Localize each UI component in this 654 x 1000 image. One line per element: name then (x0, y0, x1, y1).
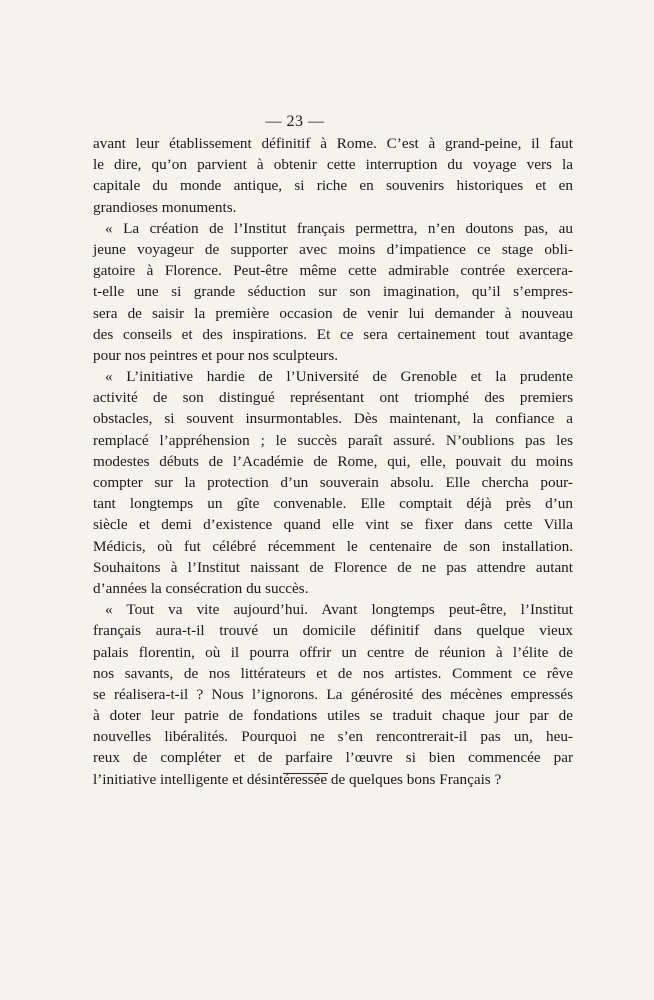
text-line: reux de compléter et de parfaire l’œuvre si bien commencée par (93, 749, 573, 767)
text-line: remplacé l’appréhension ; le succès paraît assuré. N’oublions pas les (93, 431, 573, 449)
text-line: l’initiative intelligente et désintéressée de quelques bons Français ? (93, 770, 502, 788)
text-line: tant longtemps un gîte convenable. Elle comptait déjà près d’un (93, 495, 573, 513)
text-line: avant leur établissement définitif à Rome. C’est à grand-peine, il faut (93, 135, 573, 152)
text-line: palais florentin, où il pourra offrir un centre de réunion à l’élite de (93, 643, 573, 661)
paragraph (93, 366, 573, 599)
text-line: « Tout va vite aujourd’hui. Avant longtemps peut-être, l’Institut (105, 601, 573, 619)
paragraph (93, 218, 573, 366)
text-line: nouvelles libéralités. Pourquoi ne s’en rencontrerait-il pas un, heu- (93, 728, 573, 746)
text-line: le dire, qu’on parvient à obtenir cette interruption du voyage vers la (93, 156, 573, 174)
text-line: des conseils et des inspirations. Et ce sera certainement tout avantage (93, 325, 573, 343)
text-line: nos savants, de nos littérateurs et de nos artistes. Comment ce rêve (93, 664, 573, 682)
text-line: gatoire à Florence. Peut-être même cette admirable contrée exercera- (93, 262, 573, 280)
text-line: t-elle une si grande séduction sur son imagination, qu’il s’empres- (93, 283, 573, 301)
text-line: obstacles, si souvent insurmontables. Dès maintenant, la confiance a (93, 410, 573, 428)
paragraph (93, 133, 573, 218)
page-number: — 23 — (265, 113, 325, 130)
text-line: jeune voyageur de supporter avec moins d’impatience ce stage obli- (93, 240, 573, 258)
text-line: pour nos peintres et pour nos sculpteurs. (93, 346, 339, 364)
text-line: d’années la consécration du succès. (93, 579, 309, 597)
text-line: sera de saisir la première occasion de venir lui demander à nouveau (93, 304, 573, 322)
paragraph (93, 599, 573, 790)
text-line: « L’initiative hardie de l’Université de Grenoble et la prudente (105, 368, 573, 386)
text-line: compter sur la protection d’un souverain absolu. Elle chercha pour- (93, 474, 573, 491)
text-line: siècle et demi d’existence quand elle vint se fixer dans cette Villa (93, 516, 573, 534)
end-rule (283, 773, 328, 774)
body-text (93, 133, 573, 790)
text-line: français aura-t-il trouvé un domicile définitif dans quelque vieux (93, 622, 573, 640)
text-line: Médicis, où fut célébré récemment le centenaire de son installation. (93, 537, 573, 555)
text-line: capitale du monde antique, si riche en souvenirs historiques et en (93, 177, 573, 195)
text-line: Souhaitons à l’Institut naissant de Florence de ne pas attendre autant (93, 558, 573, 576)
text-line: modestes débuts de l’Académie de Rome, qui, elle, pouvait du moins (93, 452, 573, 470)
text-line: à doter leur patrie de fondations utiles se traduit chaque jour par de (93, 707, 573, 725)
text-line: grandioses monuments. (93, 198, 237, 216)
text-line: se réalisera-t-il ? Nous l’ignorons. La générosité des mécènes empressés (93, 685, 573, 703)
text-line: activité de son distingué représentant ont triomphé des premiers (93, 389, 573, 407)
text-line: « La création de l’Institut français permettra, n’en doutons pas, au (105, 219, 573, 237)
